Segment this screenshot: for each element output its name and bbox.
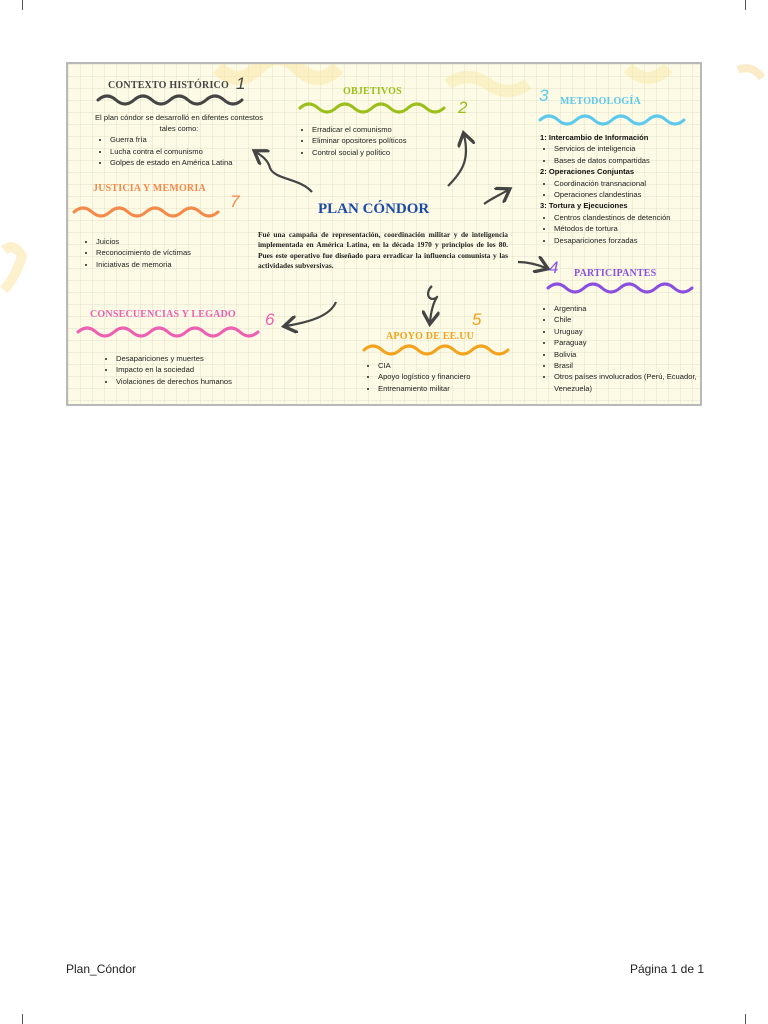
list-item: • Desapariciones forzadas [554,235,700,246]
list-item: • Entrenamiento militar [378,383,524,394]
metodologia-group-heading: 1: Intercambio de Información [540,133,649,142]
central-description: Fué una campaña de representación, coordinación militar y de inteligencia implementada en América Latina, en la década 1970 y principios de los 80. Pues este operativo fue diseñado para erradicar la influencia comunista y las actividades subversivas. [258,230,508,271]
arrow-to-participantes [518,262,546,268]
list-item: • Argentina [554,303,700,314]
crop-mark-bottom-left [22,1014,23,1024]
consecuencias-wave [76,324,266,340]
objetivos-title: OBJETIVOS [343,86,402,97]
metodologia-wave [538,112,688,128]
list-item: • Guerra fría [110,134,274,145]
justicia-list [76,236,236,270]
arrow-to-consecuencias [286,302,336,326]
consecuencias-title: CONSECUENCIAS Y LEGADO [90,309,236,320]
contexto-section [84,112,274,169]
crop-mark-bottom-right [745,1014,746,1024]
list-item: • Desapariciones y muertes [116,353,276,364]
participantes-section [540,303,700,394]
list-item: • Juicios [96,236,236,247]
central-title: PLAN CÓNDOR [318,201,430,217]
apoyo-wave [362,342,508,358]
participantes-wave [546,280,696,296]
list-item: • Iniciativas de memoria [96,259,236,270]
metodologia-title: METODOLOGÍA [560,96,641,107]
list-item: • Erradicar el comunismo [312,124,458,135]
list-item: • Paraguay [554,337,700,348]
list-item: • CIA [378,360,524,371]
justicia-number: 7 [230,192,240,211]
list-item: • Eliminar opositores políticos [312,135,458,146]
list-item: • Coordinación transnacional [554,178,700,189]
list-item: • Otros países involucrados (Perú, Ecuador, Venezuela) [554,371,700,394]
participantes-title: PARTICIPANTES [574,268,657,279]
consecuencias-number: 6 [265,310,275,329]
list-item: • Brasil [554,360,700,371]
arrow-to-metodologia [484,190,508,204]
list-item: • Violaciones de derechos humanos [116,376,276,387]
participantes-list [540,303,700,394]
list-item: • Chile [554,314,700,325]
contexto-intro: El plan cóndor se desarrolló en difentes contestos tales como: [94,113,263,134]
objetivos-wave [298,100,444,116]
contexto-wave [96,92,246,108]
list-item: • Lucha contra el comunismo [110,146,274,157]
list-item: • Control social y político [312,147,458,158]
contexto-title: CONTEXTO HISTÓRICO [108,80,229,91]
objetivos-list [298,124,458,158]
list-item: • Apoyo logístico y financiero [378,371,524,382]
justicia-wave [72,204,218,220]
apoyo-list [364,360,524,394]
metodologia-group-heading: 3: Tortura y Ejecuciones [540,201,628,211]
footer-page-number: Página 1 de 1 [629,962,704,976]
participantes-number: 4 [549,258,559,277]
list-item: • Golpes de estado en América Latina [110,157,274,168]
justicia-section [76,236,236,270]
consecuencias-list [96,353,276,387]
metodologia-group-list [540,143,700,166]
apoyo-title: APOYO DE EE.UU [386,331,475,342]
apoyo-section [364,360,524,394]
list-item: • Centros clandestinos de detención [554,212,700,223]
footer-document-name: Plan_Cóndor [66,962,137,976]
objetivos-section [298,124,458,158]
metodologia-number: 3 [539,86,549,105]
arrow-to-apoyo [428,286,437,322]
list-item: • Bolivia [554,349,700,360]
list-item: • Bases de datos compartidas [554,155,700,166]
metodologia-section [540,132,700,246]
contexto-number: 1 [236,74,246,93]
list-item: • Uruguay [554,326,700,337]
list-item: • Reconocimiento de víctimas [96,247,236,258]
apoyo-number: 5 [472,310,482,329]
consecuencias-section [96,353,276,387]
objetivos-number: 2 [458,98,468,117]
list-item: • Impacto en la sociedad [116,364,276,375]
contexto-list [84,134,274,168]
metodologia-group-list [540,212,700,246]
metodologia-group-heading: 2: Operaciones Conjuntas [540,167,635,177]
metodologia-group-list [540,178,700,201]
justicia-title: JUSTICIA Y MEMORIA [93,183,206,194]
list-item: • Servicios de inteligencia [554,143,700,154]
list-item: • Métodos de tortura [554,223,700,234]
list-item: • Operaciones clandestinas [554,189,700,200]
